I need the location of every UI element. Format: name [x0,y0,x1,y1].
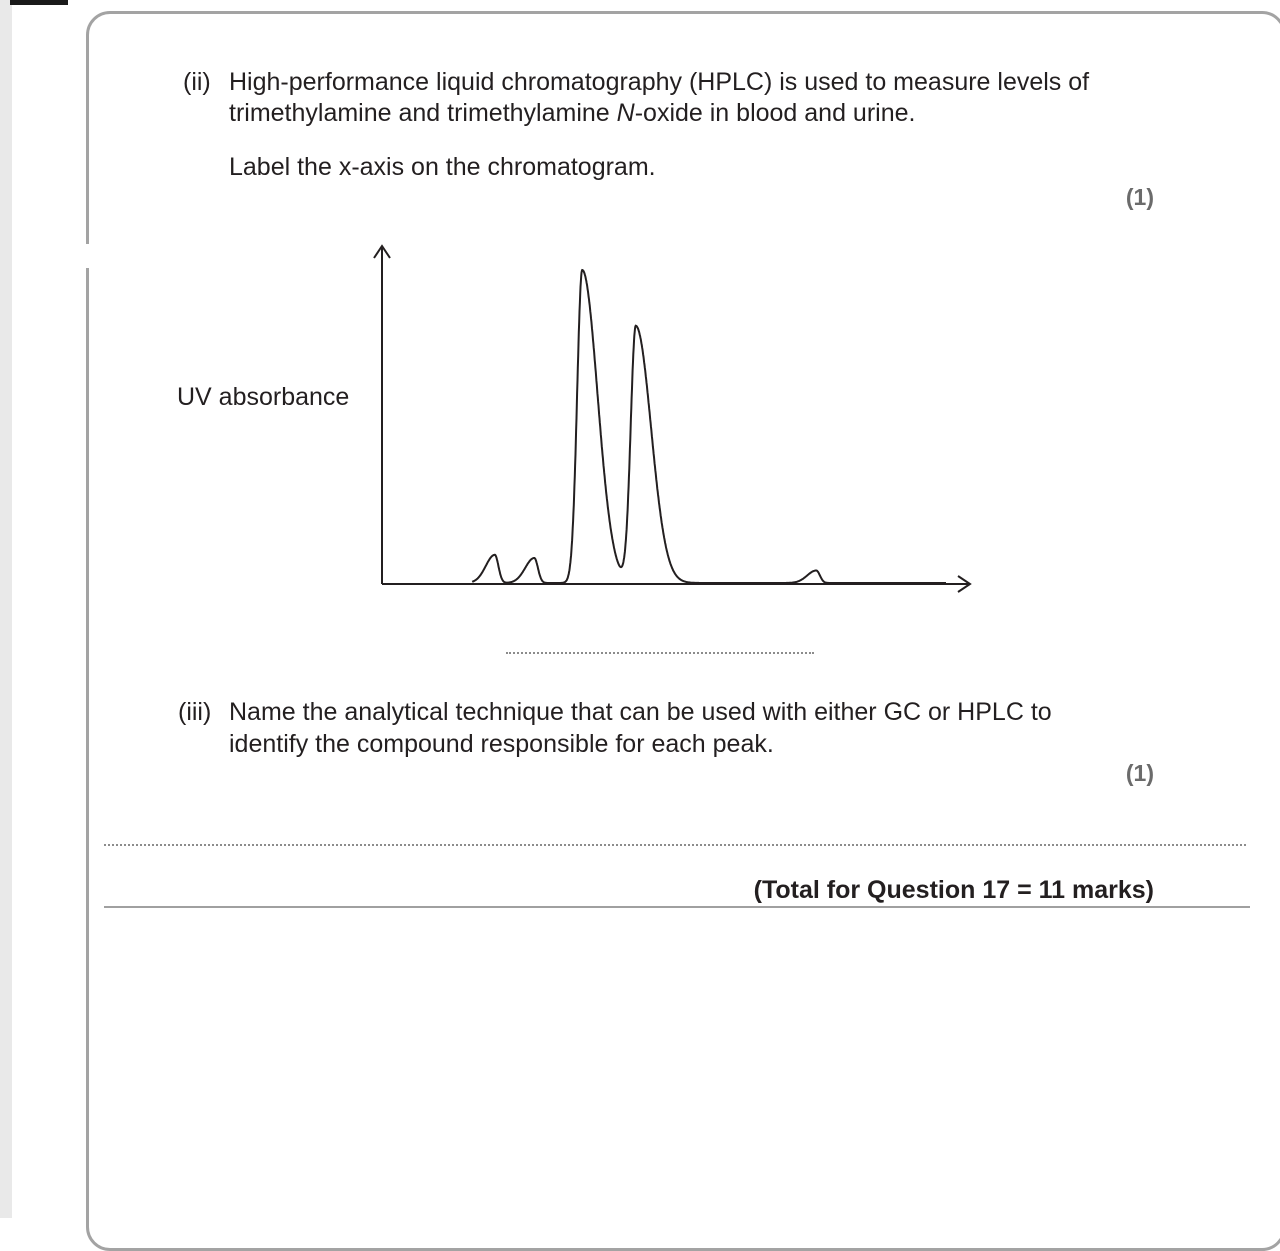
question-total: (Total for Question 17 = 11 marks) [754,876,1154,905]
part-ii-number: (ii) [183,67,211,98]
part-ii-line2 [229,98,915,129]
part-ii-line2-a: trimethylamine and trimethylamine [229,99,617,127]
chromatogram-chart [360,238,980,600]
part-ii-line2-italic: N [617,99,635,127]
question-frame [86,11,1280,1251]
frame-gap [84,244,92,268]
part-iii-line2: identify the compound responsible for each peak. [229,729,774,760]
chromatogram-trace [472,270,946,583]
part-iii-line1: Name the analytical technique that can be used with either GC or HPLC to [229,697,1052,728]
viewer-top-tab [10,0,68,5]
part-ii-marks: (1) [1126,184,1154,211]
section-divider [104,906,1250,908]
viewer-left-edge [0,0,12,1218]
part-ii-line1: High-performance liquid chromatography (HPLC) is used to measure levels of [229,67,1089,98]
part-ii-instruction: Label the x-axis on the chromatogram. [229,152,656,183]
part-iii-answer-line[interactable] [104,844,1246,846]
y-axis-label: UV absorbance [177,382,349,413]
part-ii-line2-b: -oxide in blood and urine. [635,99,916,127]
x-axis-label-answer-line[interactable] [506,652,814,654]
part-iii-marks: (1) [1126,760,1154,787]
part-iii-number: (iii) [178,697,211,728]
